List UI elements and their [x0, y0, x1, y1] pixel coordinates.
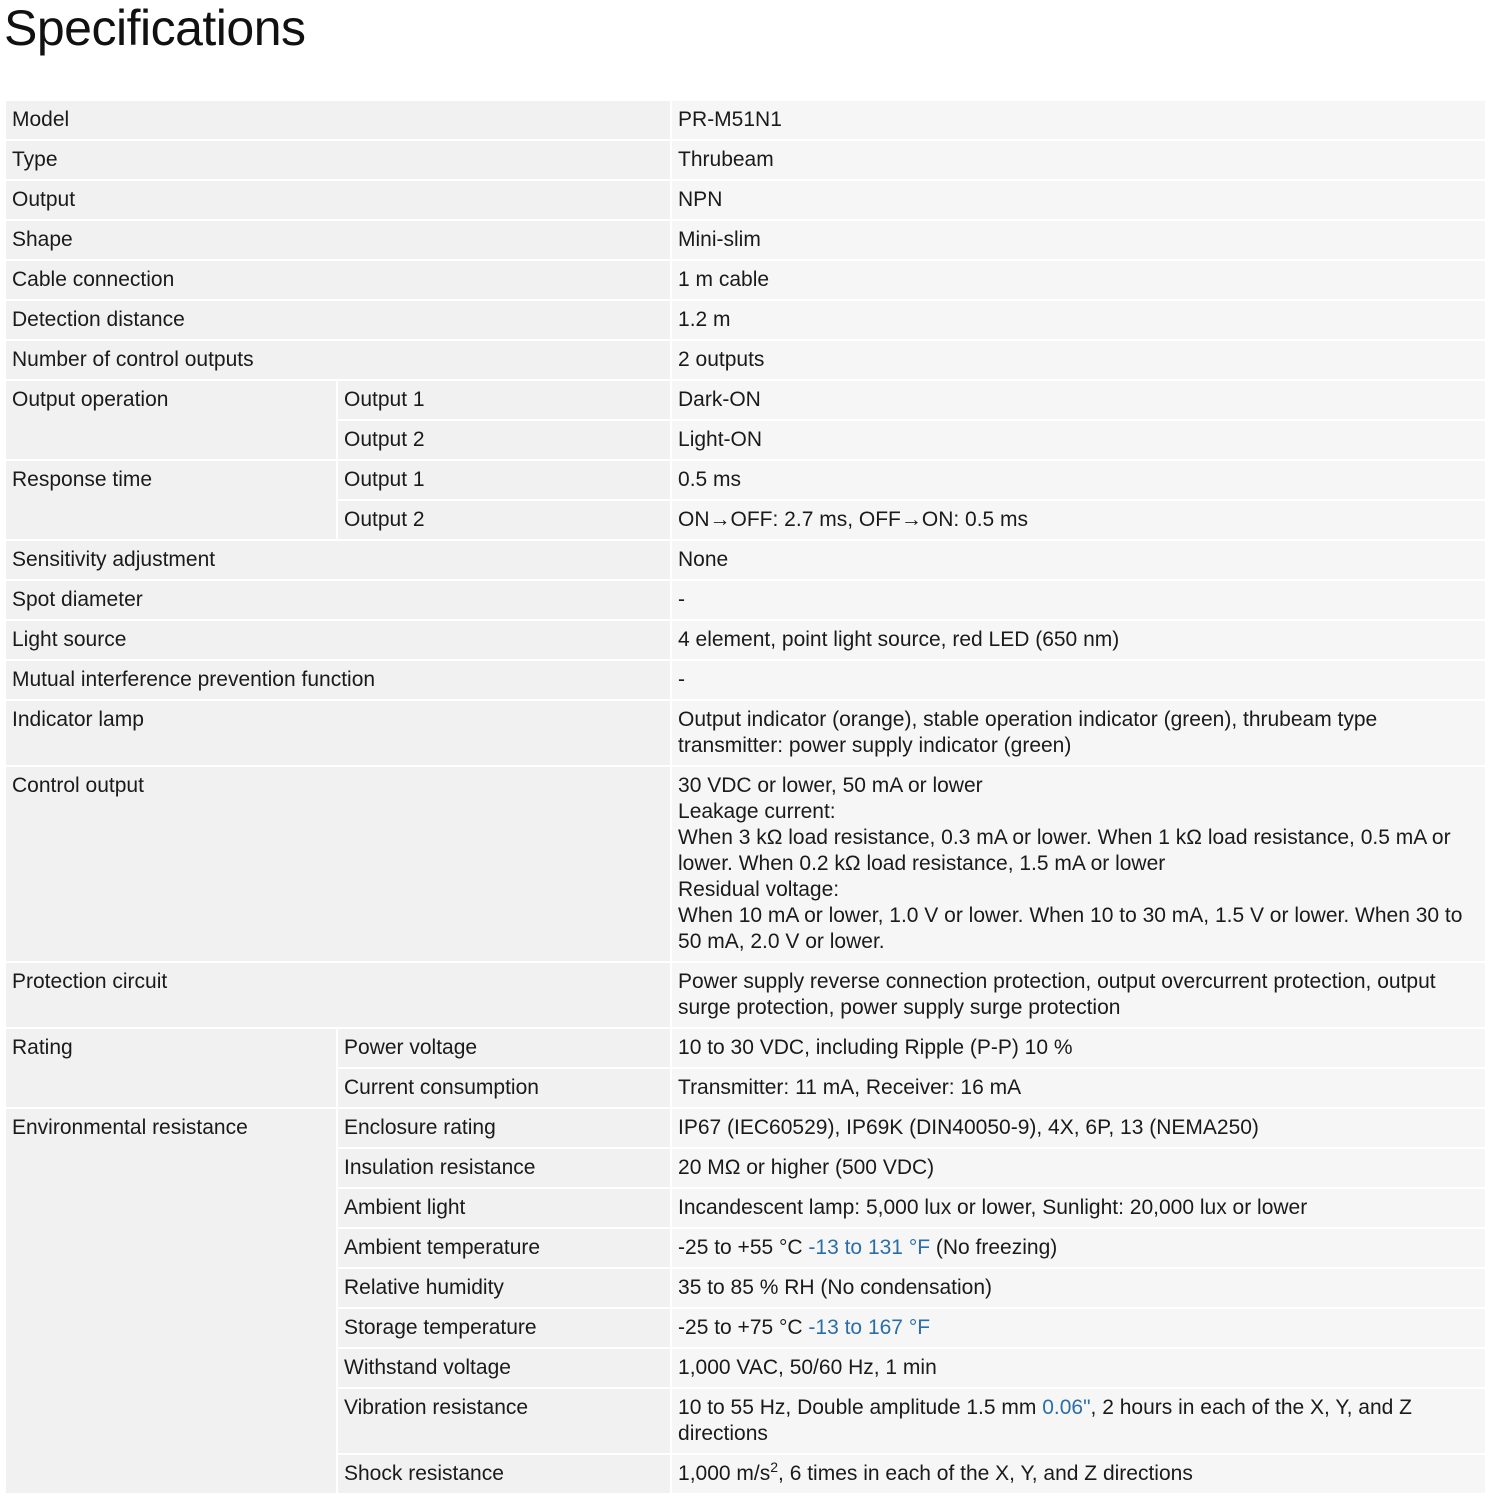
row-value: 2 outputs: [671, 340, 1486, 380]
row-value: 1.2 m: [671, 300, 1486, 340]
row-label: Spot diameter: [5, 580, 671, 620]
row-sublabel: Insulation resistance: [337, 1148, 671, 1188]
row-value: 1,000 VAC, 50/60 Hz, 1 min: [671, 1348, 1486, 1388]
row-sublabel: Shock resistance: [337, 1454, 671, 1494]
inch-text: 0.06": [1042, 1396, 1091, 1419]
row-label: Cable connection: [5, 260, 671, 300]
row-value: Dark-ON: [671, 380, 1486, 420]
row-label: Response time: [5, 460, 337, 540]
row-sublabel: Ambient light: [337, 1188, 671, 1228]
row-value: 35 to 85 % RH (No condensation): [671, 1268, 1486, 1308]
row-label: Rating: [5, 1028, 337, 1108]
row-label: Output: [5, 180, 671, 220]
row-label: Number of control outputs: [5, 340, 671, 380]
value-text: , 6 times in each of the X, Y, and Z directions: [778, 1462, 1193, 1485]
row-label: Light source: [5, 620, 671, 660]
row-value: 4 element, point light source, red LED (650 nm): [671, 620, 1486, 660]
row-value: [671, 1454, 1486, 1494]
value-text: 10 to 55 Hz, Double amplitude 1.5 mm: [678, 1396, 1043, 1419]
row-value: -: [671, 660, 1486, 700]
row-label: Control output: [5, 766, 671, 962]
table-row: [5, 260, 1486, 300]
table-row: [5, 766, 1486, 962]
row-value: [671, 766, 1486, 962]
value-text: , 2 hours in each of the X, Y, and Z directions: [678, 1396, 1412, 1445]
row-value: None: [671, 540, 1486, 580]
fahrenheit-text: -13 to 167 °F: [808, 1316, 931, 1339]
table-row: [5, 220, 1486, 260]
table-row: [5, 300, 1486, 340]
row-label: Protection circuit: [5, 962, 671, 1028]
row-value: [671, 1228, 1486, 1268]
row-label: Environmental resistance: [5, 1108, 337, 1494]
row-value: 1 m cable: [671, 260, 1486, 300]
table-row: [5, 620, 1486, 660]
fahrenheit-text: -13 to 131 °F: [808, 1236, 931, 1259]
row-value: Output indicator (orange), stable operation indicator (green), thrubeam type transmitter: power supply indicator (green): [671, 700, 1486, 766]
row-value: NPN: [671, 180, 1486, 220]
row-label: Output operation: [5, 380, 337, 460]
table-row: [5, 340, 1486, 380]
table-row: [5, 460, 1486, 500]
value-line: Residual voltage:: [678, 878, 840, 901]
row-sublabel: Enclosure rating: [337, 1108, 671, 1148]
table-row: [5, 660, 1486, 700]
row-value: Incandescent lamp: 5,000 lux or lower, Sunlight: 20,000 lux or lower: [671, 1188, 1486, 1228]
row-value: [671, 1308, 1486, 1348]
row-value: Light-ON: [671, 420, 1486, 460]
row-label: Sensitivity adjustment: [5, 540, 671, 580]
row-value: 0.5 ms: [671, 460, 1486, 500]
row-sublabel: Output 1: [337, 380, 671, 420]
row-value: Transmitter: 11 mA, Receiver: 16 mA: [671, 1068, 1486, 1108]
row-sublabel: Withstand voltage: [337, 1348, 671, 1388]
row-value: IP67 (IEC60529), IP69K (DIN40050-9), 4X, 6P, 13 (NEMA250): [671, 1108, 1486, 1148]
table-row: [5, 180, 1486, 220]
table-row: [5, 540, 1486, 580]
row-sublabel: Storage temperature: [337, 1308, 671, 1348]
row-sublabel: Output 2: [337, 420, 671, 460]
value-line: When 10 mA or lower, 1.0 V or lower. When 10 to 30 mA, 1.5 V or lower. When 30 to 50 mA, 2.0 V or lower.: [678, 904, 1463, 953]
value-line: Leakage current:: [678, 800, 836, 823]
value-text: 1,000 m/s: [678, 1462, 771, 1485]
table-row: [5, 100, 1486, 140]
row-sublabel: Power voltage: [337, 1028, 671, 1068]
row-sublabel: Relative humidity: [337, 1268, 671, 1308]
row-value: ON→OFF: 2.7 ms, OFF→ON: 0.5 ms: [671, 500, 1486, 540]
value-text: (No freezing): [930, 1236, 1058, 1259]
row-label: Detection distance: [5, 300, 671, 340]
table-row: [5, 580, 1486, 620]
table-row: [5, 700, 1486, 766]
row-value: Mini-slim: [671, 220, 1486, 260]
row-label: Indicator lamp: [5, 700, 671, 766]
row-value: 10 to 30 VDC, including Ripple (P-P) 10 %: [671, 1028, 1486, 1068]
row-sublabel: Vibration resistance: [337, 1388, 671, 1454]
row-sublabel: Current consumption: [337, 1068, 671, 1108]
row-sublabel: Ambient temperature: [337, 1228, 671, 1268]
row-label: Type: [5, 140, 671, 180]
value-line: When 3 kΩ load resistance, 0.3 mA or lower. When 1 kΩ load resistance, 0.5 mA or lower. When 0.2 kΩ load resistance, 1.5 mA or lower: [678, 826, 1451, 875]
table-row: [5, 1028, 1486, 1068]
value-text: -25 to +55 °C: [678, 1236, 809, 1259]
value-line: 30 VDC or lower, 50 mA or lower: [678, 774, 983, 797]
specifications-table: [4, 99, 1487, 1495]
row-value: Power supply reverse connection protection, output overcurrent protection, output surge protection, power supply surge protection: [671, 962, 1486, 1028]
row-label: Shape: [5, 220, 671, 260]
row-value: -: [671, 580, 1486, 620]
row-label: Model: [5, 100, 671, 140]
row-sublabel: Output 2: [337, 500, 671, 540]
row-sublabel: Output 1: [337, 460, 671, 500]
row-value: Thrubeam: [671, 140, 1486, 180]
row-value: [671, 1388, 1486, 1454]
table-row: [5, 140, 1486, 180]
superscript: 2: [770, 1459, 779, 1475]
row-value: 20 MΩ or higher (500 VDC): [671, 1148, 1486, 1188]
row-label: Mutual interference prevention function: [5, 660, 671, 700]
page-title: Specifications: [4, 0, 306, 56]
row-value: PR-M51N1: [671, 100, 1486, 140]
table-row: [5, 1108, 1486, 1148]
table-row: [5, 380, 1486, 420]
table-row: [5, 962, 1486, 1028]
value-text: -25 to +75 °C: [678, 1316, 809, 1339]
